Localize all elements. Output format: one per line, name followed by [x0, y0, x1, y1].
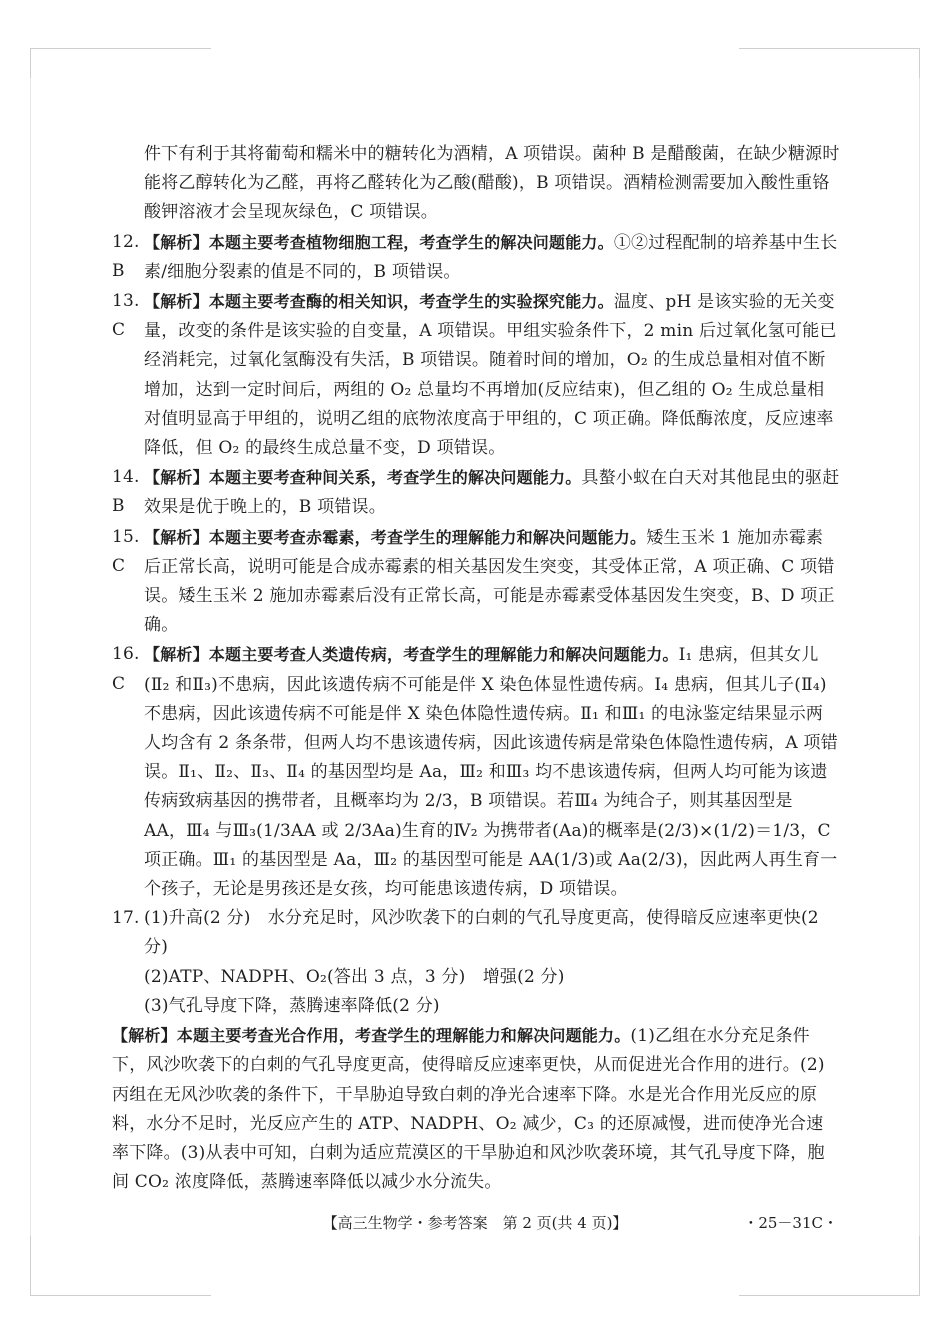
answer-12-text: ①②过程配制的培养基中生长素/细胞分裂素的值是不同的，B 项错误。	[144, 232, 838, 282]
page-edge-right	[919, 78, 920, 1236]
page-edge-left	[30, 78, 31, 1236]
answer-content	[112, 140, 840, 1197]
answer-13-text: 温度、pH 是该实验的无关变量，改变的条件是该实验的自变量，A 项错误。甲组实验条件下，2 min 后过氧化氢可能已经消耗完，过氧化氢酶没有失活，B 项错误。随着时间的增加，O₂ 的生成总量相对值不断增加，达到一定时间后，两组的 O₂ 总量均不再增加(反应结束)，但乙组的 O₂ 生成总量相对值明显高于甲组的，说明乙组的底物浓度高于甲组的，C 项正确。降低酶浓度，反应速率降低，但 O₂ 的最终生成总量不变，D 项错误。	[144, 292, 837, 459]
page-corner-bottom-right	[739, 1235, 920, 1296]
q11-continuation: 件下有利于其将葡萄和糯米中的糖转化为酒精，A 项错误。菌种 B 是醋酸菌，在缺少糖源时能将乙醇转化为乙醛，再将乙醛转化为乙酸(醋酸)，B 项错误。酒精检测需要加入酸性重铬酸钾溶液才会呈现灰绿色，C 项错误。	[144, 144, 840, 223]
answer-17-text: (1)乙组在水分充足条件下，风沙吹袭下的白刺的气孔导度更高，使得暗反应速率更快，从而促进光合作用的进行。(2)丙组在无风沙吹袭的条件下，干旱胁迫导致白刺的净光合速率下降。水是光合作用光反应的原料，水分不足时，光反应产生的 ATP、NADPH、O₂ 减少，C₃ 的还原减慢，进而使净光合速率下降。(3)从表中可知，白刺为适应荒漠区的干旱胁迫和风沙吹袭环境，其气孔导度下降，胞间 CO₂ 浓度降低，蒸腾速率降低以减少水分流失。	[112, 1026, 825, 1193]
answer-13-lead: 【解析】本题主要考查酶的相关知识，考查学生的实验探究能力。	[144, 292, 614, 312]
answer-17-number: 17.	[112, 908, 140, 929]
page-corner-bottom-left	[30, 1235, 211, 1296]
answer-16-text: Ⅰ₁ 患病，但其女儿(Ⅱ₂ 和Ⅱ₃)不患病，因此该遗传病不可能是伴 X 染色体显性遗传病。Ⅰ₄ 患病，但其儿子(Ⅱ₄)不患病，因此该遗传病不可能是伴 X 染色体隐性遗传病。Ⅱ₁ 和Ⅲ₁ 的电泳鉴定结果显示两人均含有 2 条条带，但两人均不患该遗传病，因此该遗传病是常染色体隐性遗传病，A 项错误。Ⅱ₁、Ⅱ₂、Ⅱ₃、Ⅱ₄ 的基因型均是 Aa，Ⅲ₂ 和Ⅲ₃ 均不患该遗传病，但两人均可能为该遗传病致病基因的携带者，且概率均为 2/3，B 项错误。若Ⅲ₄ 为纯合子，则其基因型是 AA，Ⅲ₄ 与Ⅲ₃(1/3AA 或 2/3Aa)生育的Ⅳ₂ 为携带者(Aa)的概率是(2/3)×(1/2)＝1/3，C 项正确。Ⅲ₁ 的基因型是 Aa，Ⅲ₂ 的基因型可能是 AA(1/3)或 Aa(2/3)，因此两人再生育一个孩子，无论是男孩还是女孩，均可能患该遗传病，D 项错误。	[144, 645, 838, 900]
answer-17-part-2: (2)ATP、NADPH、O₂(答出 3 点，3 分) 增强(2 分)	[144, 966, 565, 987]
answer-13-number: 13. C	[112, 291, 140, 341]
answer-15-lead: 【解析】本题主要考查赤霉素，考查学生的理解能力和解决问题能力。	[144, 527, 647, 547]
footer-code: ・25－31C・	[743, 1214, 838, 1232]
answer-17-part-3: (3)气孔导度下降，蒸腾速率降低(2 分)	[144, 995, 440, 1016]
answer-12-number: 12. B	[112, 231, 140, 281]
answer-12-lead: 【解析】本题主要考查植物细胞工程，考查学生的解决问题能力。	[144, 232, 614, 252]
answer-17-analysis	[112, 1021, 840, 1197]
answer-13	[112, 287, 840, 463]
answer-16-lead: 【解析】本题主要考查人类遗传病，考查学生的理解能力和解决问题能力。	[144, 645, 679, 665]
answer-14-text: 具螯小蚁在白天对其他昆虫的驱赶效果是优于晚上的，B 项错误。	[144, 468, 840, 518]
answer-15-number: 15. C	[112, 526, 140, 576]
answer-16-number: 16. C	[112, 644, 140, 694]
answer-17-part-1: (1)升高(2 分) 水分充足时，风沙吹袭下的白刺的气孔导度更高，使得暗反应速率更快(2 分)	[144, 908, 819, 958]
page-corner-top-right	[739, 48, 920, 79]
footer-title: 【高三生物学・参考答案 第 2 页(共 4 页)】	[322, 1214, 628, 1232]
answer-17-lead: 【解析】本题主要考查光合作用，考查学生的理解能力和解决问题能力。	[112, 1026, 631, 1046]
answer-15	[112, 523, 840, 641]
answer-17	[112, 904, 840, 1021]
answer-14-lead: 【解析】本题主要考查种间关系，考查学生的解决问题能力。	[144, 468, 582, 488]
page-corner-top-left	[30, 48, 211, 79]
answer-14	[112, 463, 840, 522]
answer-14-number: 14. B	[112, 467, 140, 517]
answer-15-text: 矮生玉米 1 施加赤霉素后正常长高，说明可能是合成赤霉素的相关基因发生突变，其受体正常，A 项正确、C 项错误。矮生玉米 2 施加赤霉素后没有正常长高，可能是赤霉素受体基因发生突变，B、D 项正确。	[144, 527, 835, 636]
answer-12	[112, 228, 840, 287]
answer-16	[112, 640, 840, 904]
